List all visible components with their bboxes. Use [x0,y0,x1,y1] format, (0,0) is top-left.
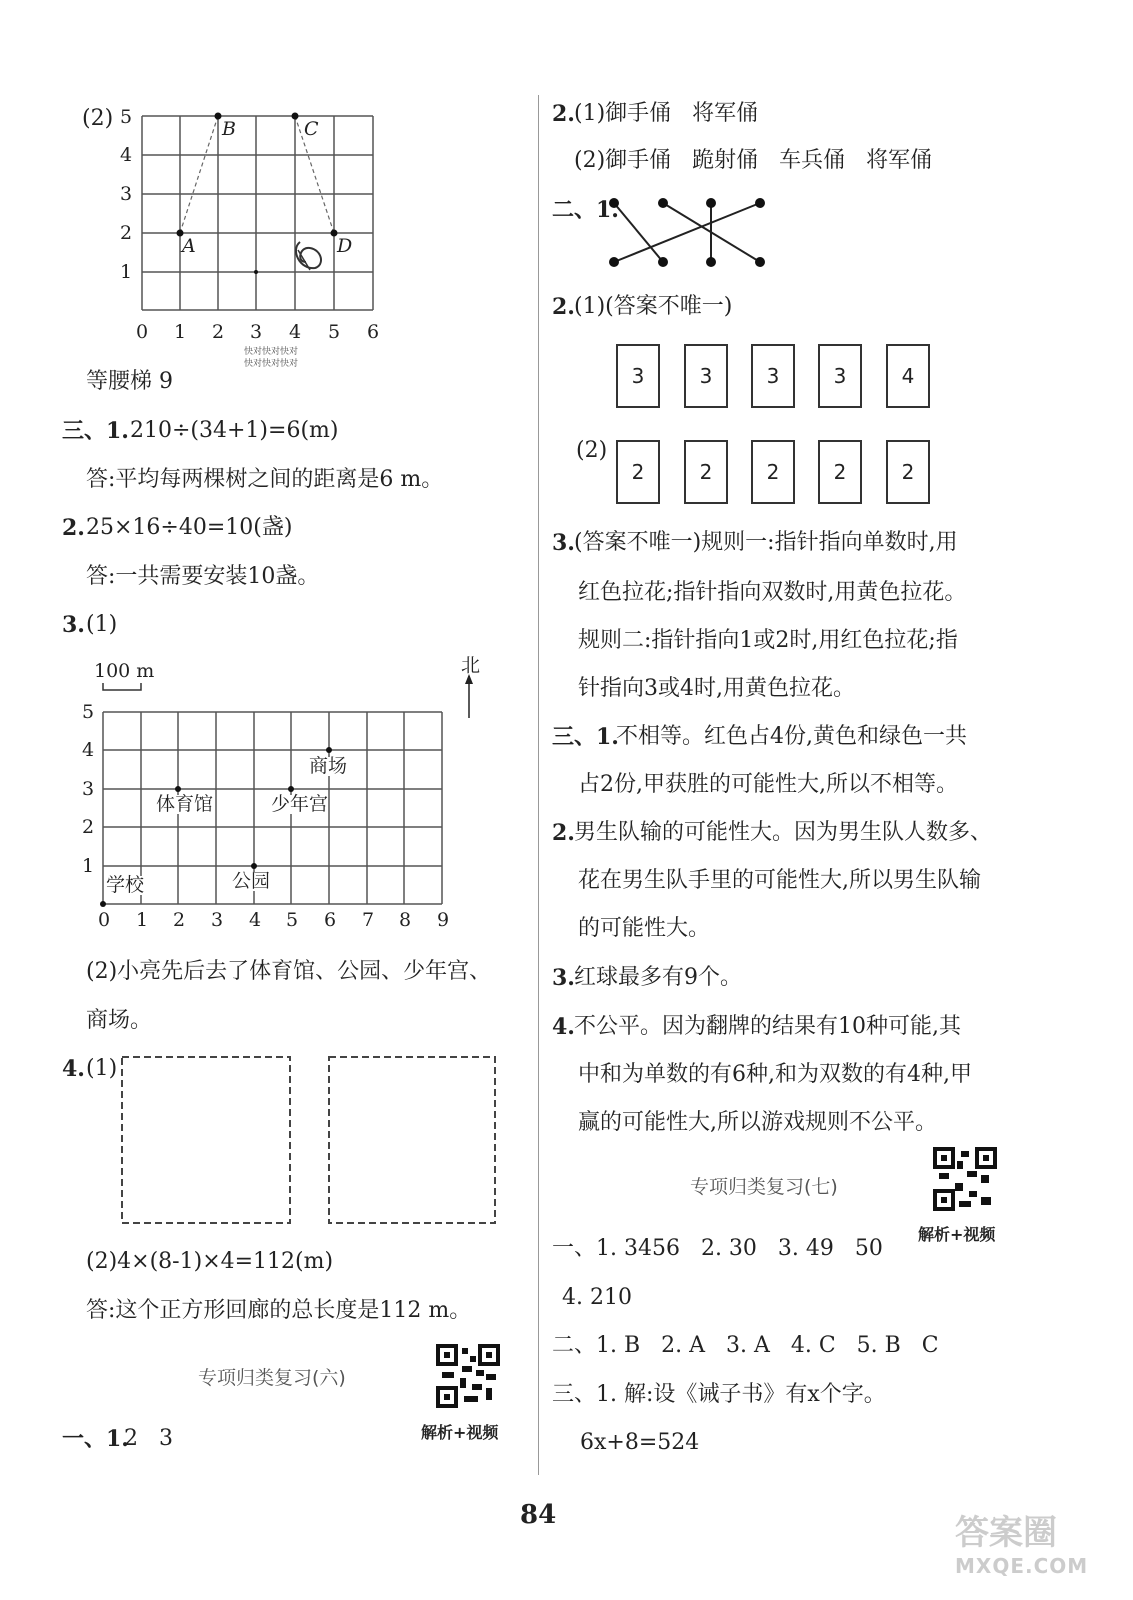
s7-q1-line1: 一、1. 3456 2. 30 3. 49 50 [552,1236,883,1261]
r-s2-q2-part1: (1)(答案不唯一) [574,294,733,319]
r-s3-q1-num: 三、1. [552,724,619,750]
scale-label: 100 m [94,660,155,682]
number-card: 3 [818,344,862,408]
number-card: 3 [684,344,728,408]
section7-qr-label: 解析+视频 [918,1225,996,1244]
g1-ytick: 4 [120,144,133,166]
s3-q4-part1: (1) [86,1056,118,1081]
r-s3-q2-line: 的可能性大。 [578,916,711,941]
point-c-label: C [304,118,319,140]
map-xtick: 1 [136,909,149,931]
s3-q3-part2-line1: (2)小亮先后去了体育馆、公园、少年宫、 [86,959,492,984]
r-s2-q3-line: 针指向3或4时,用黄色拉花。 [578,676,855,701]
r-s3-q2-line: 男生队输的可能性大。因为男生队人数多、 [574,820,993,845]
place-mall: 商场 [309,755,348,777]
r-s2-q2-part2: (2) [576,438,608,463]
r-s3-q3-text: 红球最多有9个。 [574,965,742,990]
map-point-gym [175,786,181,792]
watermark-logo: 答案圈 MXQE.COM [955,1513,1089,1578]
r-q2-line2: (2)御手俑 跪射俑 车兵俑 将军俑 [574,148,933,173]
map-ytick: 4 [82,739,95,761]
map-xtick: 0 [98,909,111,931]
number-card: 2 [886,440,930,504]
map-xtick: 2 [173,909,186,931]
r-s3-q1-line: 不相等。红色占4份,黄色和绿色一共 [616,724,967,749]
shape-answer: 等腰梯 9 [86,369,173,394]
number-card: 2 [684,440,728,504]
map-xtick: 5 [286,909,299,931]
scribble-text: 快对快对快对 [244,359,299,369]
r-s3-q4-line: 中和为单数的有6种,和为双数的有4种,甲 [578,1062,972,1087]
g1-ytick: 5 [120,106,133,128]
place-gym: 体育馆 [156,793,214,815]
s7-q1-line2: 4. 210 [562,1285,632,1310]
match-dot-bottom-4 [755,257,765,267]
map-xtick: 8 [399,909,412,931]
matching-lines [614,203,760,262]
point-b-label: B [222,118,236,140]
g1-xtick: 0 [136,321,149,343]
number-card: 3 [616,344,660,408]
r-s2-q1-num: 二、1. [552,197,619,223]
r-s2-q3-line: 规则二:指针指向1或2时,用红色拉花;指 [578,628,958,653]
g1-ytick: 1 [120,261,133,283]
r-s2-q3-line: (答案不唯一)规则一:指针指向单数时,用 [574,530,958,555]
s3-q1-answer: 答:平均每两棵树之间的距离是6 m。 [86,467,444,492]
map-point-youth-palace [288,786,294,792]
r-q2-num: 2. [552,101,575,127]
s3-q1-expr: 210÷(34+1)=6(m) [130,418,339,443]
match-dot-bottom-1 [609,257,619,267]
g1-xtick: 5 [328,321,341,343]
map-xtick: 4 [249,909,262,931]
g1-ytick: 3 [120,183,133,205]
s3-q4-answer: 答:这个正方形回廊的总长度是112 m。 [86,1298,472,1323]
s3-q3-part2-line2: 商场。 [86,1008,153,1033]
s3-q1-num: 三、1. [62,418,129,444]
match-dot-top-3 [706,198,716,208]
place-park: 公园 [232,870,271,892]
r-q2-line1: (1)御手俑 将军俑 [574,101,759,126]
s7-q3-line1: 三、1. 解:设《诫子书》有x个字。 [552,1382,886,1407]
map-point-park [251,863,257,869]
match-dot-bottom-3 [706,257,716,267]
map-point-mall [326,747,332,753]
r-s2-q3-line: 红色拉花;指针指向双数时,用黄色拉花。 [578,580,967,605]
map-xtick: 3 [211,909,224,931]
r-s3-q2-num: 2. [552,820,575,846]
point-c [292,113,299,120]
g1-ytick: 2 [120,222,133,244]
qr-code-icon[interactable] [436,1344,500,1408]
number-card: 3 [751,344,795,408]
corridor-square-1 [122,1057,290,1223]
s6-q1-num: 一、1. [62,1426,129,1452]
g1-xtick: 1 [174,321,187,343]
r-s2-q3-num: 3. [552,530,575,556]
s3-q2-answer: 答:一共需要安装10盏。 [86,564,320,589]
section7-title: 专项归类复习(七) [690,1176,838,1198]
qr-code-icon[interactable] [933,1147,997,1211]
map-xtick: 9 [437,909,450,931]
g1-xtick: 6 [367,321,380,343]
s3-q3-num: 3. [62,612,85,638]
s7-q3-line2: 6x+8=524 [580,1430,700,1455]
s3-q4-num: 4. [62,1056,85,1082]
r-s3-q4-line: 不公平。因为翻牌的结果有10种可能,其 [574,1014,961,1039]
point-b [215,113,222,120]
scale-bar [103,683,141,690]
corridor-square-2 [329,1057,495,1223]
map-ytick: 1 [82,855,95,877]
number-card: 2 [751,440,795,504]
map-xtick: 6 [324,909,337,931]
match-dot-top-4 [755,198,765,208]
point-d-label: D [337,235,353,257]
s3-q3-part1: (1) [86,612,118,637]
graph1-label: (2) [82,106,114,131]
number-card: 2 [616,440,660,504]
r-s3-q1-line: 占2份,甲获胜的可能性大,所以不相等。 [578,772,958,797]
north-label: 北 [458,655,480,674]
g1-xtick: 2 [212,321,225,343]
scribble-mark [296,242,321,268]
map-xtick: 7 [362,909,375,931]
g1-xtick: 3 [250,321,263,343]
section6-title: 专项归类复习(六) [198,1367,346,1389]
r-s3-q2-line: 花在男生队手里的可能性大,所以男生队输 [578,868,981,893]
place-school: 学校 [106,874,145,896]
map-point-school [100,901,106,907]
g1-xtick: 4 [289,321,302,343]
s3-q4-part2: (2)4×(8-1)×4=112(m) [86,1249,334,1274]
s3-q2-num: 2. [62,515,85,541]
scribble-text: 快对快对快对 [244,347,299,357]
section6-qr-label: 解析+视频 [421,1423,499,1442]
number-card: 2 [818,440,862,504]
match-dot-bottom-2 [658,257,668,267]
point-a-label: A [182,235,196,257]
r-s3-q4-line: 赢的可能性大,所以游戏规则不公平。 [578,1110,937,1135]
number-card: 4 [886,344,930,408]
map-ytick: 5 [82,701,95,723]
map-ytick: 3 [82,778,95,800]
r-s3-q4-num: 4. [552,1014,575,1040]
s3-q2-expr: 25×16÷40=10(盏) [86,515,293,540]
r-s2-q2-num: 2. [552,294,575,320]
match-dot-top-2 [658,198,668,208]
s7-q2-line: 二、1. B 2. A 3. A 4. C 5. B C [552,1333,939,1358]
place-youth-palace: 少年宫 [271,793,329,815]
page-number: 84 [520,1500,557,1530]
map-ytick: 2 [82,816,95,838]
s6-q1-answer: 2 3 [124,1426,173,1451]
r-s3-q3-num: 3. [552,965,575,991]
